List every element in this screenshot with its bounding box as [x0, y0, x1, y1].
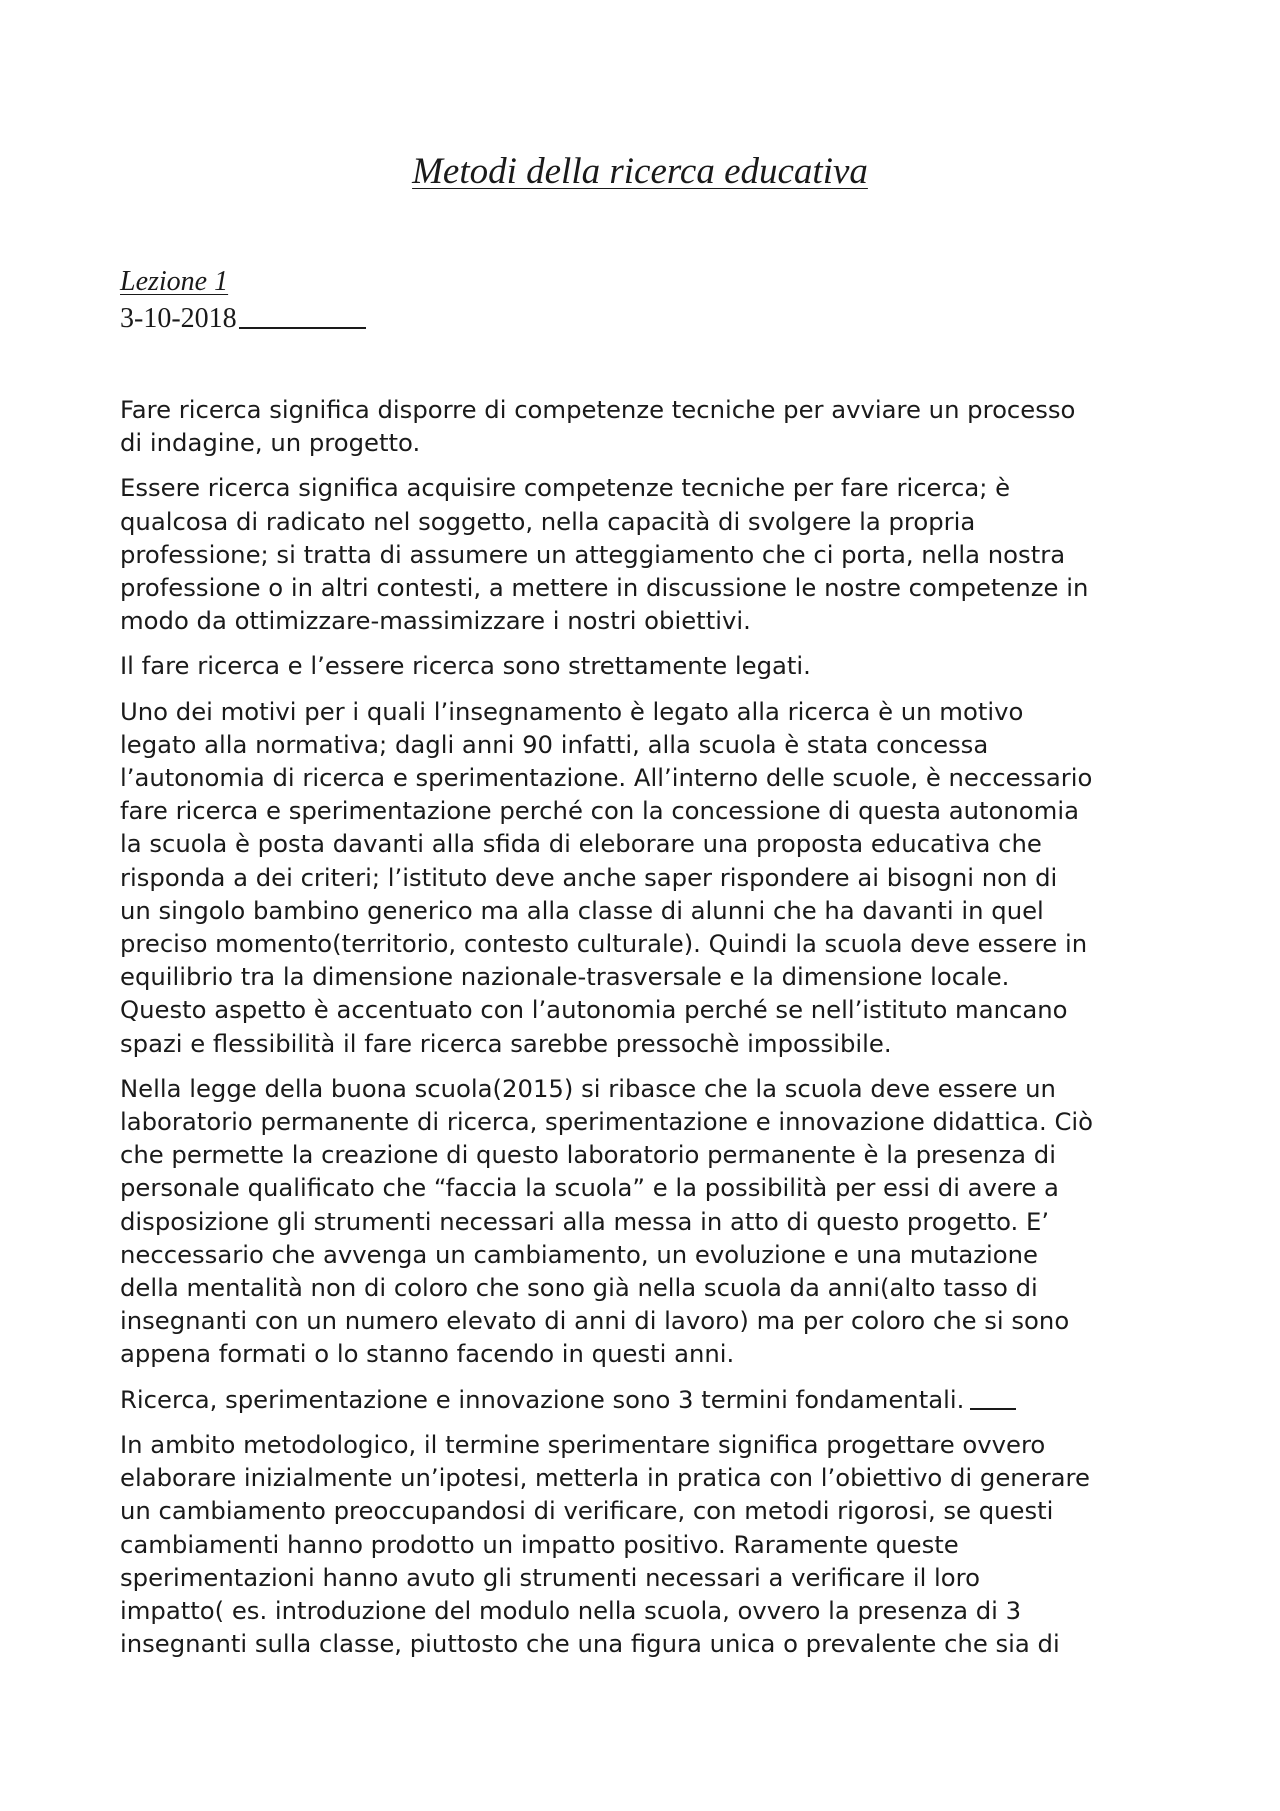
text-line: [120, 1383, 1180, 1416]
text-line: Essere ricerca significa acquisire competenze tecniche per fare ricerca; è: [120, 473, 1011, 503]
document-body: [120, 393, 1180, 1672]
paragraph: [120, 1072, 1180, 1371]
text-line: Fare ricerca significa disporre di competenze tecniche per avviare un processo: [120, 395, 1076, 424]
lesson-label: Lezione 1: [120, 266, 229, 297]
text-line: appena formati o lo stanno facendo in questi anni.: [120, 1339, 735, 1369]
text-line: risponda a dei criteri; l’istituto deve anche saper rispondere ai bisogni non di: [120, 862, 1058, 892]
text-line: di indagine, un progetto.: [120, 428, 421, 458]
text-line: elaborare inizialmente un’ipotesi, metterla in pratica con l’obiettivo di generare: [120, 1463, 1090, 1493]
text-line: un singolo bambino generico ma alla classe di alunni che ha davanti in quel: [120, 895, 1044, 925]
text-line: cambiamenti hanno prodotto un impatto positivo. Raramente queste: [120, 1529, 959, 1559]
underline-rule: [239, 327, 366, 329]
text-line: che permette la creazione di questo laboratorio permanente è la presenza di: [120, 1140, 1056, 1170]
paragraph: [120, 649, 1180, 682]
text-line: legato alla normativa; dagli anni 90 infatti, alla scuola è stata concessa: [120, 729, 989, 759]
text-line: personale qualificato che “faccia la scuola” e la possibilità per essi di avere a: [120, 1173, 1059, 1203]
text-line: Il fare ricerca e l’essere ricerca sono strettamente legati.: [120, 651, 811, 681]
paragraph: [120, 393, 1180, 459]
underline-rule: [970, 1408, 1016, 1410]
text-line: della mentalità non di coloro che sono già nella scuola da anni(alto tasso di: [120, 1273, 1038, 1303]
text-line: impatto( es. introduzione del modulo nella scuola, ovvero la presenza di 3: [120, 1595, 1022, 1625]
lesson-date-line: [120, 303, 366, 334]
text-line: Questo aspetto è accentuato con l’autonomia perché se nell’istituto mancano: [120, 995, 1068, 1025]
lesson-header: [120, 263, 366, 337]
text-line: In ambito metodologico, il termine sperimentare significa progettare ovvero: [120, 1429, 1046, 1459]
paragraph: [120, 1428, 1180, 1660]
text-line: la scuola è posta davanti alla sfida di eleborare una proposta educativa che: [120, 829, 1042, 859]
document-title: Metodi della ricerca educativa: [412, 151, 868, 192]
lesson-date: 3-10-2018: [120, 303, 237, 334]
text-line: Nella legge della buona scuola(2015) si ribasce che la scuola deve essere un: [120, 1073, 1056, 1103]
text-line: professione o in altri contesti, a mettere in discussione le nostre competenze in: [120, 573, 1089, 603]
text-line-content: Ricerca, sperimentazione e innovazione sono 3 termini fondamentali.: [120, 1384, 965, 1414]
text-line: disposizione gli strumenti necessari alla messa in atto di questo progetto. E’: [120, 1206, 1050, 1236]
text-line: spazi e flessibilità il fare ricerca sarebbe pressochè impossibile.: [120, 1028, 892, 1058]
text-line: professione; si tratta di assumere un atteggiamento che ci porta, nella nostra: [120, 539, 1066, 569]
text-line: l’autonomia di ricerca e sperimentazione. All’interno delle scuole, è neccessario: [120, 763, 1093, 793]
text-line: laboratorio permanente di ricerca, sperimentazione e innovazione didattica. Ciò: [120, 1107, 1094, 1137]
paragraph: [120, 471, 1180, 637]
text-line: neccessario che avvenga un cambiamento, un evoluzione e una mutazione: [120, 1239, 1038, 1269]
paragraph: [120, 1383, 1180, 1416]
text-line: Uno dei motivi per i quali l’insegnamento è legato alla ricerca è un motivo: [120, 696, 1024, 726]
text-line: insegnanti con un numero elevato di anni di lavoro) ma per coloro che si sono: [120, 1306, 1070, 1336]
text-line: qualcosa di radicato nel soggetto, nella capacità di svolgere la propria: [120, 506, 976, 536]
text-line: insegnanti sulla classe, piuttosto che una figura unica o prevalente che sia di: [120, 1629, 1060, 1659]
text-line: equilibrio tra la dimensione nazionale-trasversale e la dimensione locale.: [120, 962, 1010, 992]
text-line: preciso momento(territorio, contesto culturale). Quindi la scuola deve essere in: [120, 929, 1088, 959]
paragraph: [120, 695, 1180, 1060]
text-line: sperimentazioni hanno avuto gli strumenti necessari a verificare il loro: [120, 1562, 980, 1592]
text-line: un cambiamento preoccupandosi di verificare, con metodi rigorosi, se questi: [120, 1496, 1054, 1526]
text-line: modo da ottimizzare-massimizzare i nostri obiettivi.: [120, 606, 751, 636]
text-line: fare ricerca e sperimentazione perché con la concessione di questa autonomia: [120, 796, 1079, 826]
